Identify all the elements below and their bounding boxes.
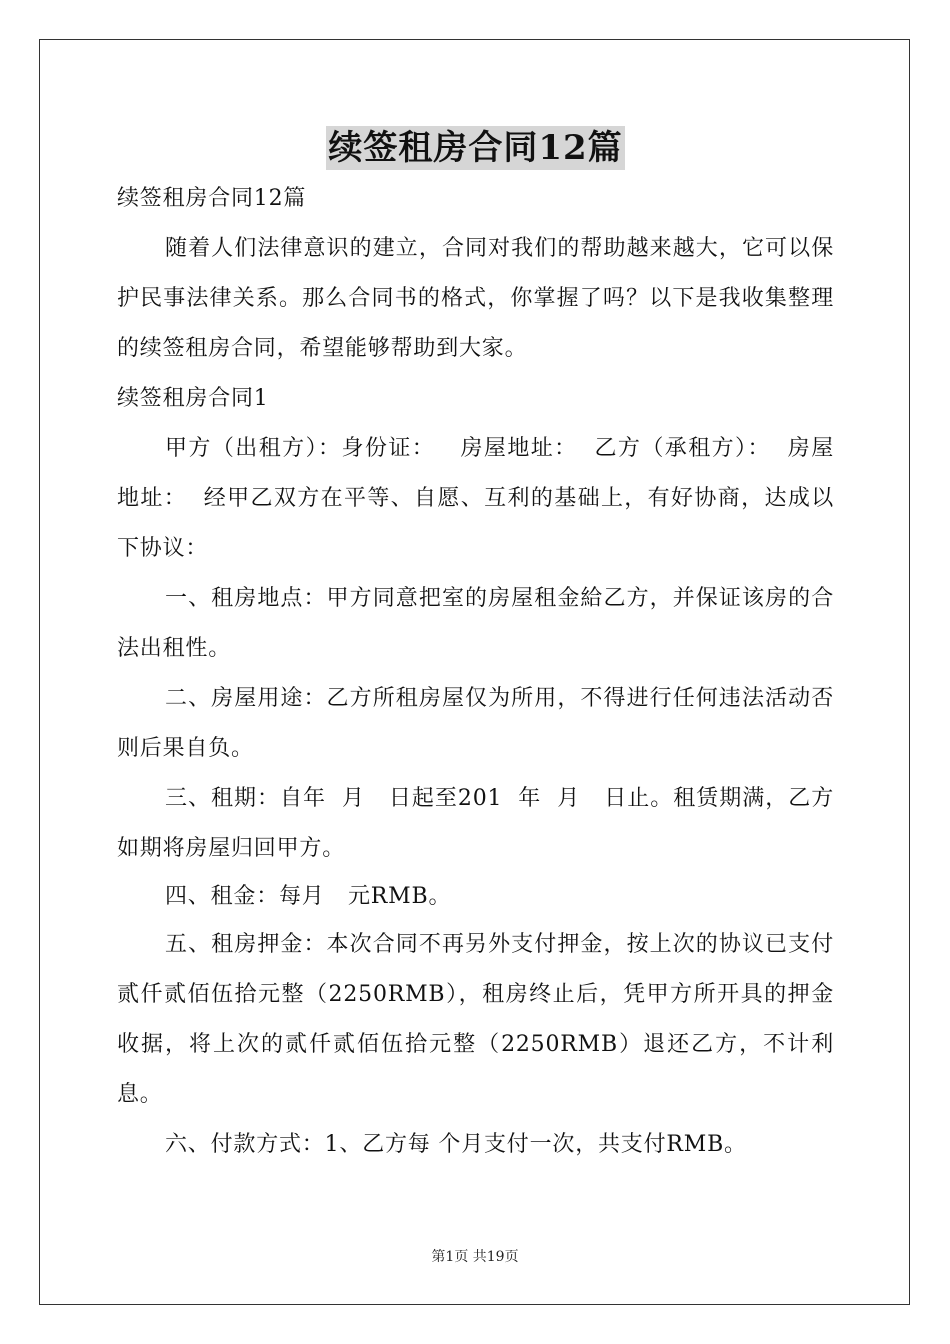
page-footer: 第1页 共19页 <box>431 1249 519 1265</box>
document-title: 续签租房合同12篇 <box>328 128 623 168</box>
clause-3: 三、租期：自年 月 日起至201 年 月 日止。租赁期满，乙方如期将房屋归回甲方。 <box>117 786 834 861</box>
title-wrap <box>117 126 834 170</box>
clause-4: 四、租金：每月 元RMB。 <box>165 884 452 909</box>
parties-paragraph: 甲方（出租方）：身份证： 房屋地址： 乙方（承租方）： 房屋地址： 经甲乙双方在平等、自愿、互利的基础上，有好协商，达成以下协议： <box>117 436 834 561</box>
clause-5: 五、租房押金：本次合同不再另外支付押金，按上次的协议已支付贰仟贰佰伍拾元整（2250RMB），租房终止后，凭甲方所开具的押金收据，将上次的贰仟贰佰伍拾元整（2250RMB）退还乙方，不计利息。 <box>117 932 834 1107</box>
clause-2: 二、房屋用途：乙方所租房屋仅为所用，不得进行任何违法活动否则后果自负。 <box>117 686 834 761</box>
clause-1: 一、租房地点：甲方同意把室的房屋租金給乙方，并保证该房的合法出租性。 <box>117 586 834 661</box>
clause-6: 六、付款方式：1、乙方每 个月支付一次，共支付RMB。 <box>165 1132 747 1157</box>
section-heading: 续签租房合同1 <box>117 386 269 411</box>
intro-paragraph: 随着人们法律意识的建立，合同对我们的帮助越来越大，它可以保护民事法律关系。那么合同书的格式，你掌握了吗？以下是我收集整理的续签租房合同，希望能够帮助到大家。 <box>117 236 834 361</box>
document-subtitle: 续签租房合同12篇 <box>117 186 307 211</box>
